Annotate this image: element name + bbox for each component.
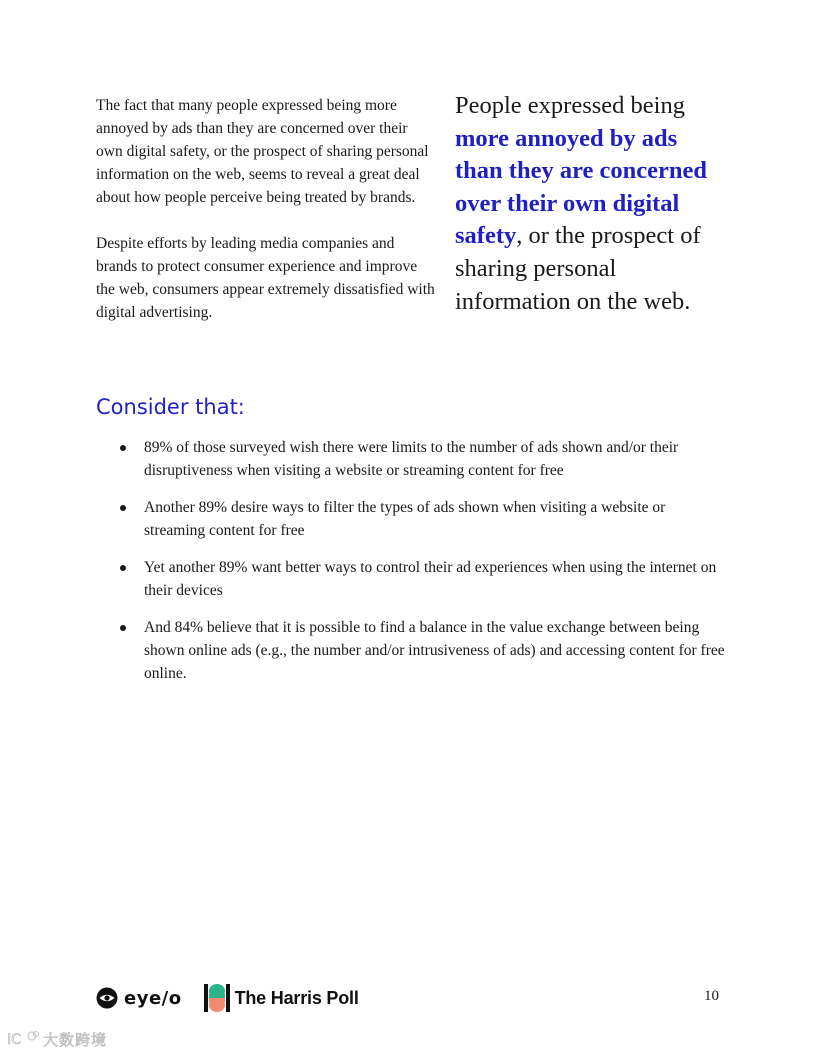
list-item-text: And 84% believe that it is possible to find a balance in the value exchange between being shown online ads (e.g., the number and/or intrusiveness of ads) and accessing content for free online. bbox=[144, 619, 725, 682]
harris-poll-logo-text: The Harris Poll bbox=[234, 987, 359, 1008]
pull-quote-tail: , or the prospect of sharing personal information on the web. bbox=[455, 222, 701, 315]
watermark bbox=[6, 1028, 107, 1050]
eyeo-logo bbox=[96, 987, 182, 1009]
consider-bullet-list bbox=[118, 436, 728, 699]
harris-poll-logo-icon bbox=[204, 984, 230, 1012]
list-item bbox=[118, 436, 728, 482]
bullet-icon bbox=[120, 625, 126, 631]
footer-logos bbox=[96, 983, 359, 1013]
eyeo-logo-text: eye/o bbox=[124, 987, 182, 1009]
pull-quote-highlight: more annoyed by ads than they are concerned over their own digital safety bbox=[455, 124, 707, 250]
list-item-text: Another 89% desire ways to filter the types of ads shown when visiting a website or streaming content for free bbox=[144, 499, 666, 539]
eye-logo-icon bbox=[96, 987, 118, 1009]
bullet-icon bbox=[120, 445, 126, 451]
list-item-text: 89% of those surveyed wish there were limits to the number of ads shown and/or their disruptiveness when visiting a website or streaming content for free bbox=[144, 439, 679, 479]
consider-heading: Consider that: bbox=[96, 395, 245, 419]
intro-paragraph-2: Despite efforts by leading media companies and brands to protect consumer experience and improve the web, consumers appear extremely dissatisfied with digital advertising. bbox=[96, 235, 435, 321]
pull-quote-lead: People expressed being bbox=[455, 92, 685, 119]
pull-quote bbox=[455, 90, 730, 318]
intro-paragraph-1: The fact that many people expressed being more annoyed by ads than they are concerned over their own digital safety, or the prospect of sharing personal information on the web, seems to reveal a great deal about how people perceive being treated by brands. bbox=[96, 97, 429, 206]
bullet-icon bbox=[120, 505, 126, 511]
watermark-text: 大数跨境 bbox=[43, 1030, 108, 1049]
list-item bbox=[118, 496, 728, 542]
list-item-text: Yet another 89% want better ways to control their ad experiences when using the internet on their devices bbox=[144, 559, 717, 599]
bullet-icon bbox=[120, 565, 126, 571]
svg-text:IC: IC bbox=[7, 1032, 21, 1048]
harris-poll-logo bbox=[204, 984, 359, 1012]
watermark-logo-icon bbox=[6, 1028, 40, 1050]
page-number: 10 bbox=[704, 988, 719, 1004]
list-item bbox=[118, 556, 728, 602]
intro-text bbox=[96, 94, 436, 324]
list-item bbox=[118, 616, 728, 685]
